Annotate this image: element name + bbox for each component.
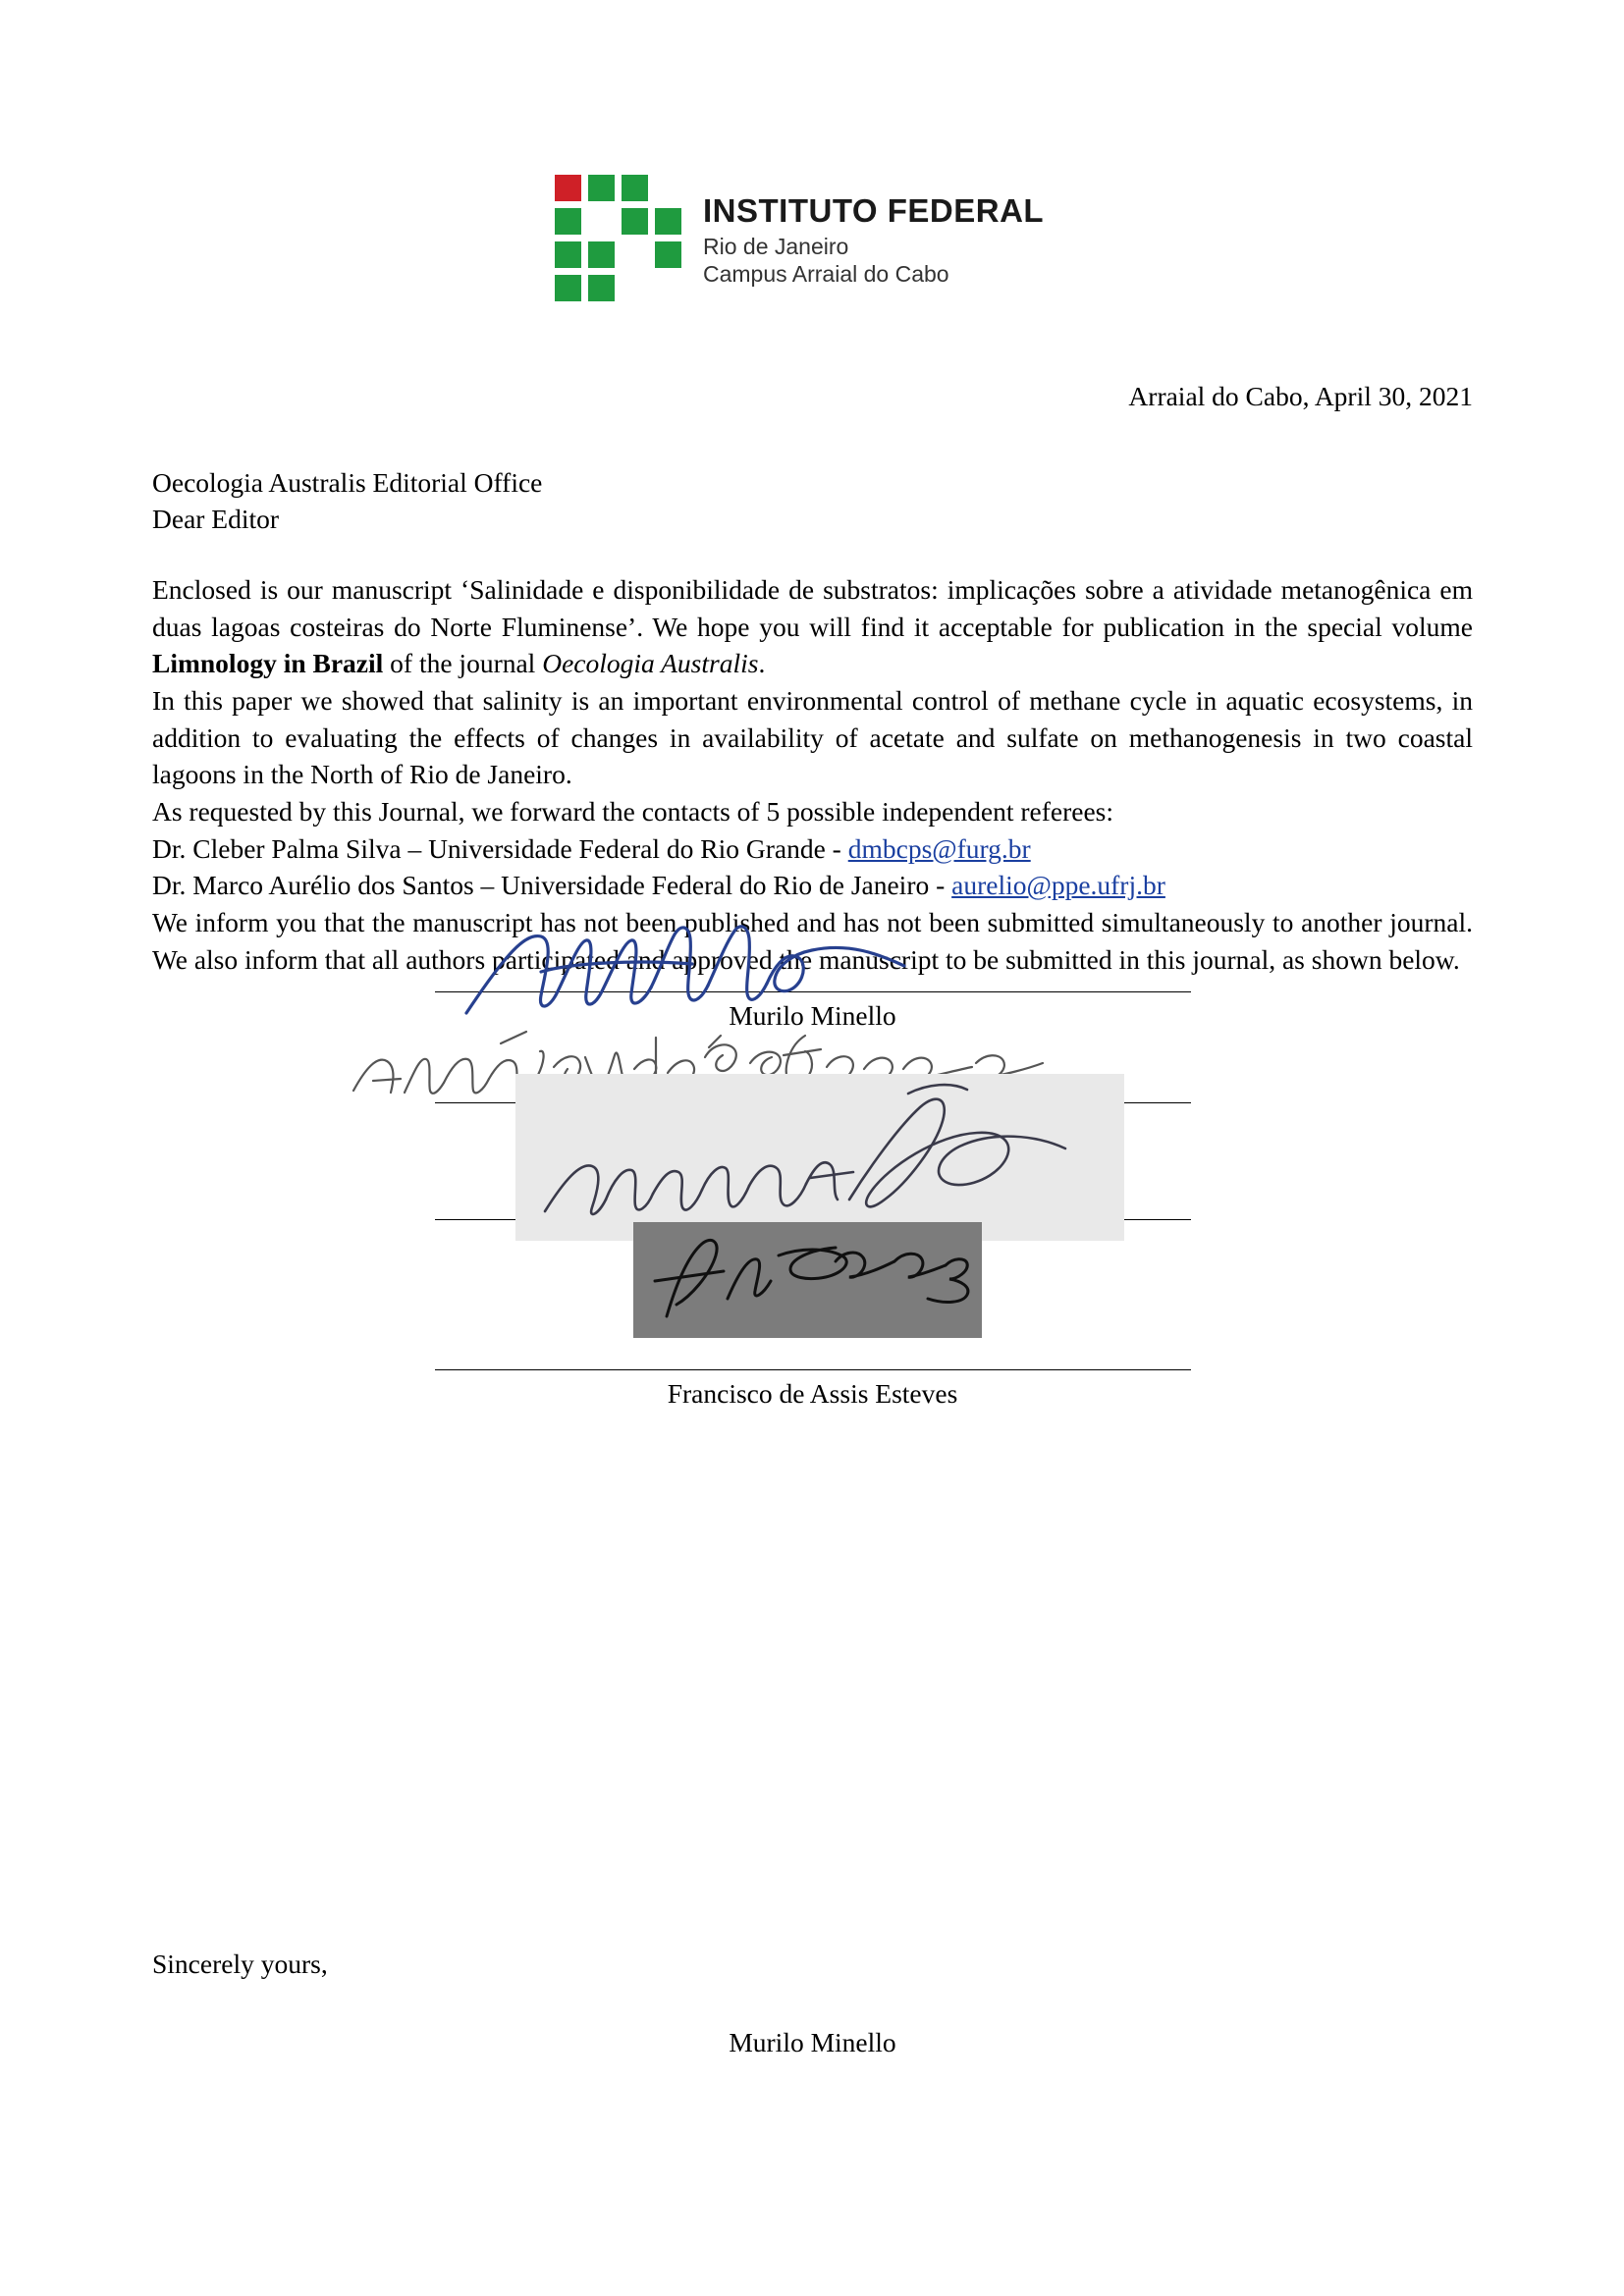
dateline: Arraial do Cabo, April 30, 2021 — [1128, 381, 1473, 411]
paragraph-1 — [152, 571, 1473, 682]
referee-2 — [152, 867, 1473, 904]
special-volume-name: Limnology in Brazil — [152, 648, 384, 679]
signature-image-murilo-minello — [447, 915, 1473, 1023]
referee-2-email-link[interactable]: aurelio@ppe.ufrj.br — [951, 870, 1165, 901]
paragraph-1-part-b: of the journal — [383, 648, 543, 679]
addressee: Oecologia Australis Editorial Office — [152, 466, 543, 498]
signatory-name-4: Francisco de Assis Esteves — [667, 1378, 958, 1409]
journal-name: Oecologia Australis — [542, 648, 759, 679]
paragraph-1-part-c: . — [758, 648, 766, 679]
logo-mark-icon — [555, 175, 680, 300]
logo-subtitle-campus: Campus Arraial do Cabo — [703, 261, 949, 288]
signature-section — [152, 991, 1473, 1410]
closing-line: Sincerely yours, — [152, 1949, 328, 1979]
signature-block-4 — [152, 1369, 1473, 1410]
letter-body — [152, 378, 1473, 978]
paragraph-4: We inform you that the manuscript has not been published and has not been submitted simultaneously to another journal. We also inform that all authors participated and approved the manuscript to be submitted in this journal, as shown below. — [152, 907, 1473, 975]
closing-signatory-name: Murilo Minello — [729, 2027, 896, 2057]
signature-block-1 — [152, 991, 1473, 1032]
signature-image-francisco-esteves — [633, 1222, 982, 1338]
referee-1-email-link[interactable]: dmbcps@furg.br — [847, 832, 1031, 864]
logo-subtitle-state: Rio de Janeiro — [703, 233, 849, 259]
paragraph-1-part-a: Enclosed is our manuscript ‘Salinidade e disponibilidade de substratos: implicações sobre a atividade metanogênica em duas lagoas costeiras do Norte Fluminense’. We hope you will find it acceptable for publication in the special volume — [152, 574, 1473, 642]
institution-logo — [555, 175, 1044, 300]
referee-1-name: Dr. Cleber Palma Silva – Universidade Federal do Rio Grande - — [152, 832, 848, 864]
signature-image-claudio-marinho — [515, 1074, 1124, 1241]
paragraph-2: In this paper we showed that salinity is an important environmental control of methane cycle in aquatic ecosystems, in addition to evaluating the effects of changes in availability of acetate and sulfate on methanogenesis in two coastal lagoons in the North of Rio de Janeiro. — [152, 685, 1473, 790]
logo-wordmark — [703, 175, 1044, 288]
referee-2-name: Dr. Marco Aurélio dos Santos – Universidade Federal do Rio de Janeiro - — [152, 870, 952, 901]
salutation: Dear Editor — [152, 504, 280, 535]
paragraph-3: As requested by this Journal, we forward the contacts of 5 possible independent referees: — [152, 796, 1114, 828]
signature-line-4 — [435, 1369, 1191, 1370]
logo-title: INSTITUTO FEDERAL — [703, 192, 1045, 229]
referee-1 — [152, 830, 1473, 868]
signatory-name-1: Murilo Minello — [729, 1000, 896, 1031]
